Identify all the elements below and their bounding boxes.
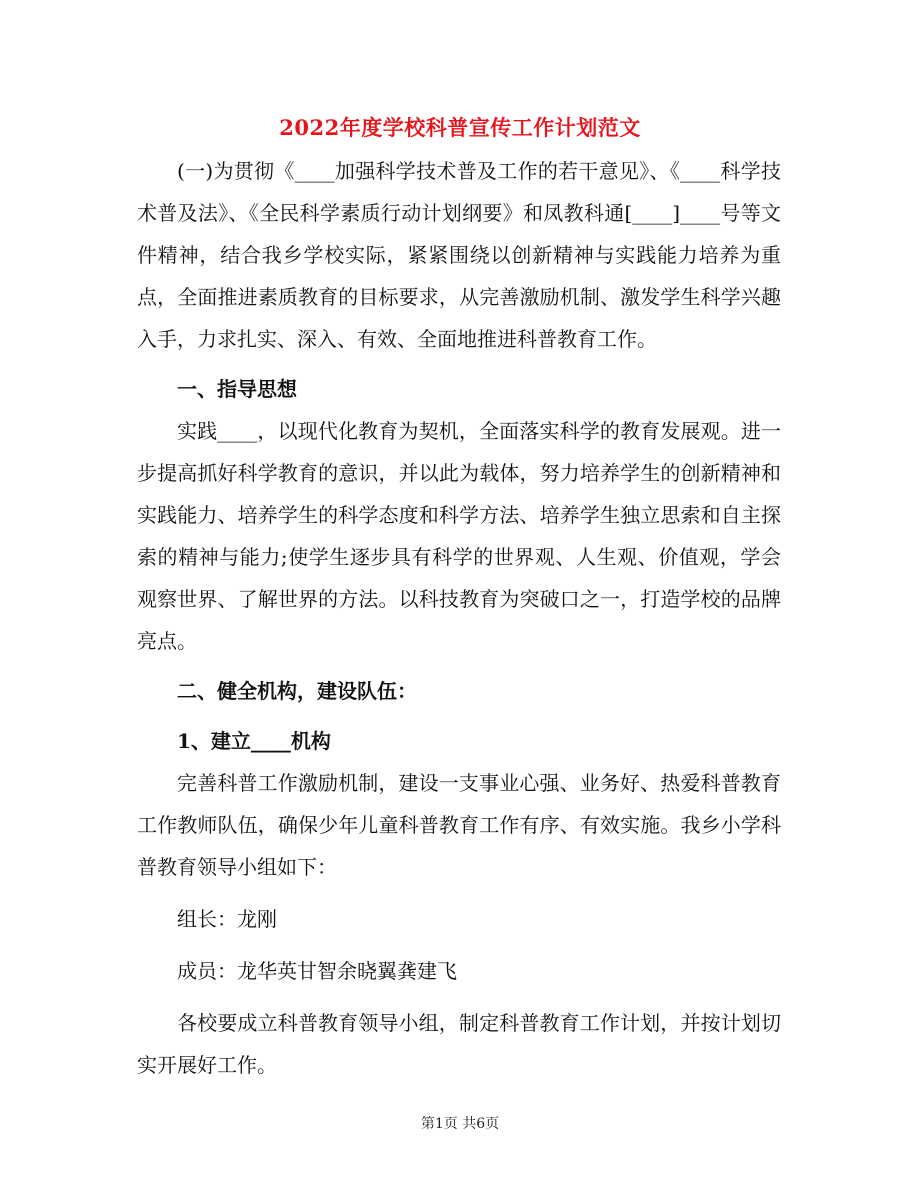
document-body	[137, 150, 781, 1086]
paragraph-guiding-thought: 实践____，以现代化教育为契机，全面落实科学的教育发展观。进一步提高抓好科学教育的意识，并以此为载体，努力培养学生的创新精神和实践能力、培养学生的科学态度和科学方法、培养学生独立思索和自主探索的精神与能力;使学生逐步具有科学的世界观、人生观、价值观，学会观察世界、了解世界的方法。以科技教育为突破口之一，打造学校的品牌亮点。	[137, 419, 781, 653]
paragraph-group-leader: 组长：龙刚	[177, 907, 277, 931]
subheading-establish-organization: 1、建立____机构	[177, 729, 331, 753]
paragraph-group-members: 成员：龙华英甘智余晓翼龚建飞	[177, 959, 457, 983]
page-indicator: 第1页 共6页	[420, 1116, 500, 1132]
paragraph-intro: (一)为贯彻《____加强科学技术普及工作的若干意见》、《____科学技术普及法》、《全民科学素质行动计划纲要》和凤教科通[____]____号等文件精神，结合我乡学校实际，紧紧围绕以创新精神与实践能力培养为重点，全面推进素质教育的目标要求，从完善激励机制、激发学生科学兴趣入手，力求扎实、深入、有效、全面地推进科普教育工作。	[137, 159, 781, 351]
heading-guiding-thought: 一、指导思想	[177, 377, 297, 401]
heading-organization: 二、健全机构，建设队伍：	[177, 679, 417, 703]
paragraph-incentive-mechanism: 完善科普工作激励机制，建设一支事业心强、业务好、热爱科普教育工作教师队伍，确保少年儿童科普教育工作有序、有效实施。我乡小学科普教育领导小组如下：	[137, 771, 781, 879]
paragraph-school-groups: 各校要成立科普教育领导小组，制定科普教育工作计划，并按计划切实开展好工作。	[137, 1011, 781, 1077]
document-title: 2022年度学校科普宣传工作计划范文	[279, 115, 641, 140]
